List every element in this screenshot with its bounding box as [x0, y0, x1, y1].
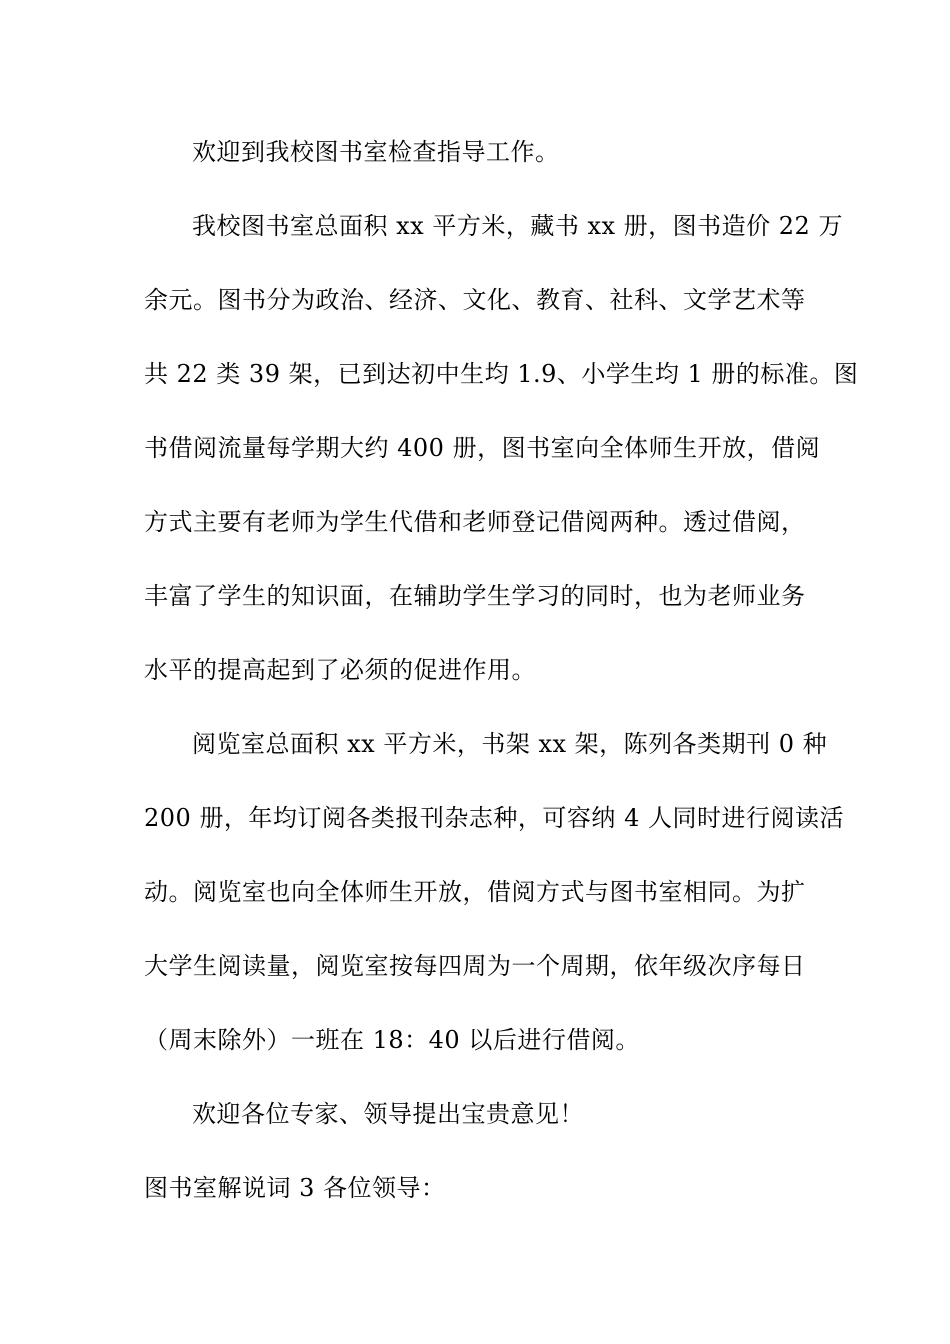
paragraph-library-line-6: 丰富了学生的知识面，在辅助学生学习的同时，也为老师业务 — [144, 582, 806, 610]
paragraph-reading-room-line-4: 大学生阅读量，阅览室按每四周为一个周期，依年级次序每日 — [144, 952, 806, 980]
paragraph-reading-room-line-1: 阅览室总面积 xx 平方米，书架 xx 架，陈列各类期刊 0 种 — [192, 730, 828, 758]
paragraph-library-line-3: 共 22 类 39 架，已到达初中生均 1.9、小学生均 1 册的标准。图 — [144, 360, 859, 388]
paragraph-library-line-2: 余元。图书分为政治、经济、文化、教育、社科、文学艺术等 — [144, 286, 806, 314]
paragraph-library-line-5: 方式主要有老师为学生代借和老师登记借阅两种。透过借阅， — [144, 508, 806, 536]
paragraph-reading-room-line-5: （周末除外）一班在 18：40 以后进行借阅。 — [144, 1026, 640, 1054]
paragraph-welcome-line: 欢迎到我校图书室检查指导工作。 — [192, 138, 560, 166]
paragraph-library-line-7: 水平的提高起到了必须的促进作用。 — [144, 656, 536, 684]
paragraph-closing: 欢迎各位专家、领导提出宝贵意见！ — [192, 1100, 584, 1128]
section-heading: 图书室解说词 3 各位领导： — [144, 1174, 446, 1202]
paragraph-library-line-4: 书借阅流量每学期大约 400 册，图书室向全体师生开放，借阅 — [144, 434, 821, 462]
paragraph-library-line-1: 我校图书室总面积 xx 平方米，藏书 xx 册，图书造价 22 万 — [192, 212, 843, 240]
paragraph-reading-room-line-3: 动。阅览室也向全体师生开放，借阅方式与图书室相同。为扩 — [144, 878, 806, 906]
paragraph-reading-room-line-2: 200 册，年均订阅各类报刊杂志种，可容纳 4 人同时进行阅读活 — [144, 804, 844, 832]
